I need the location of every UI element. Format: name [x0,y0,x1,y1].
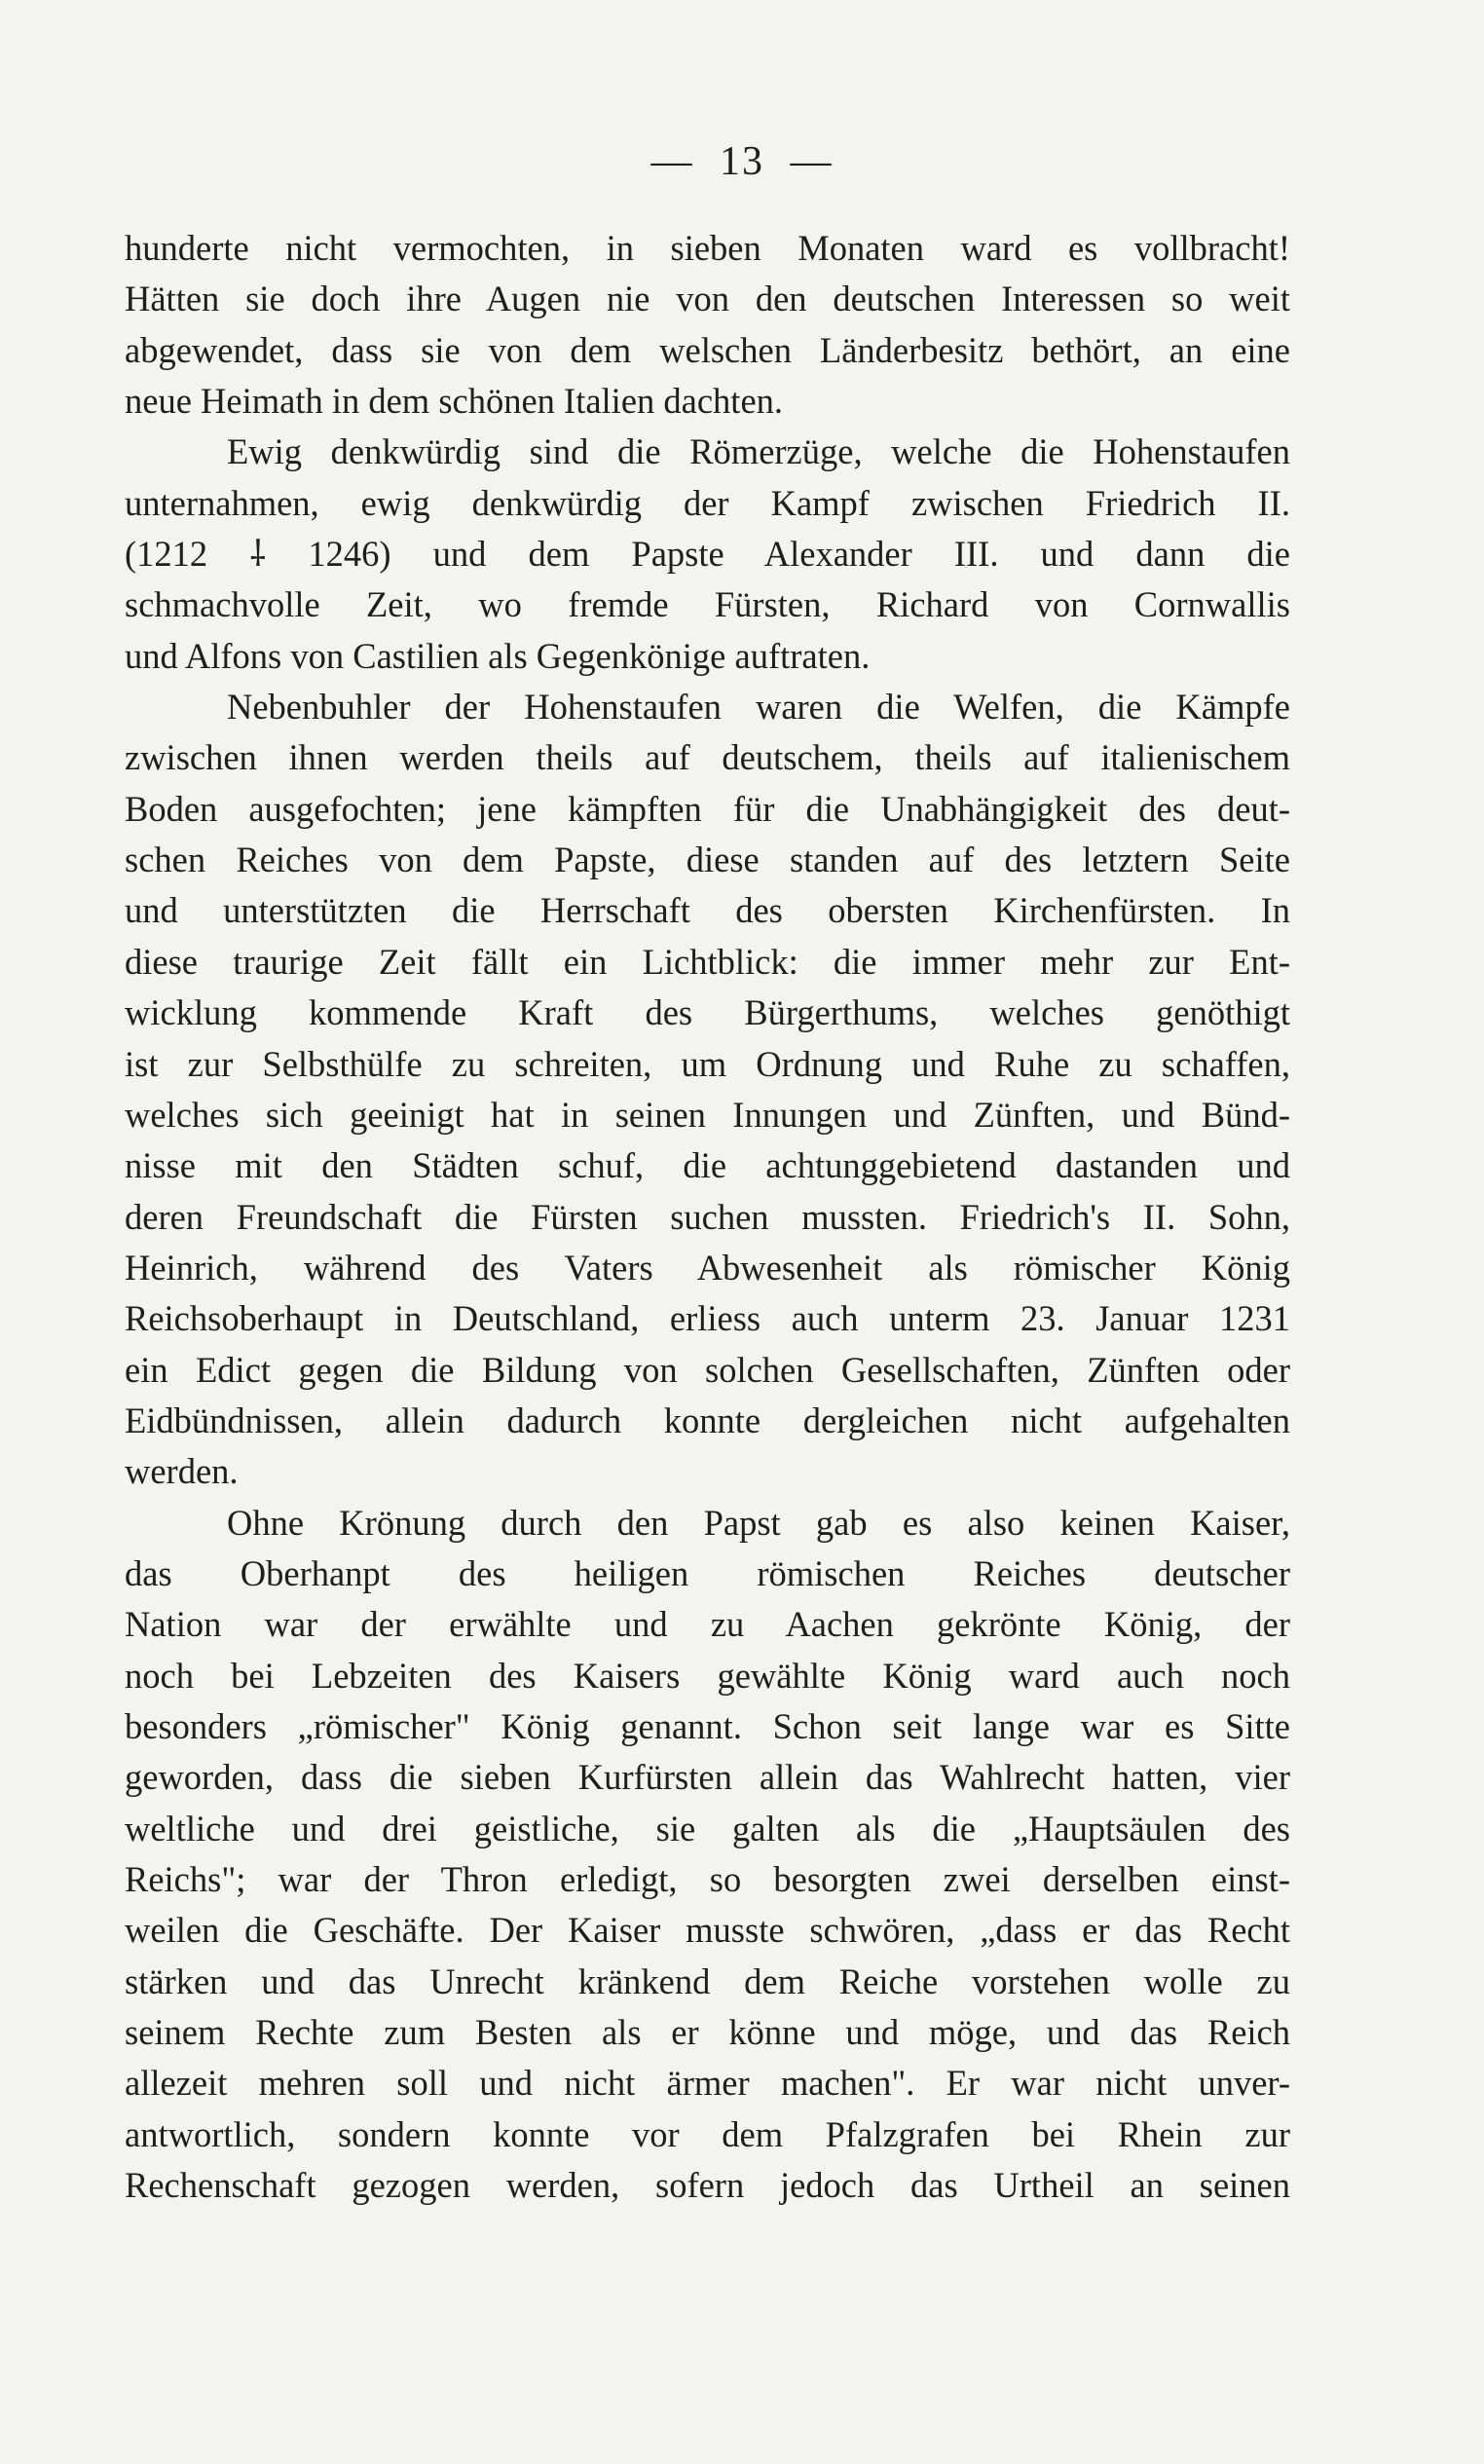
text-line: schmachvolle Zeit, wo fremde Fürsten, Richard von Cornwallis [125,584,1290,625]
text-line: Reichsoberhaupt in Deutschland, erliess auch unterm 23. Januar 1231 [125,1298,1290,1339]
text-line: (1212 ⸸ 1246) und dem Papste Alexander III. und dann die [125,534,1290,575]
text-line: allezeit mehren soll und nicht ärmer machen". Er war nicht unver- [125,2063,1290,2104]
text-line: seinem Rechte zum Besten als er könne und möge, und das Reich [125,2012,1290,2053]
text-line: schen Reiches von dem Papste, diese standen auf des letztern Seite [125,840,1290,880]
text-line: und unterstützten die Herrschaft des obersten Kirchenfürsten. In [125,890,1290,931]
text-line: stärken und das Unrecht kränkend dem Reiche vorstehen wolle zu [125,1960,1290,2001]
text-line: unternahmen, ewig denkwürdig der Kampf zwischen Friedrich II. [125,482,1290,523]
text-line: und Alfons von Castilien als Gegenkönige auftraten. [125,635,871,676]
body-text [125,223,1290,2211]
text-line: nisse mit den Städten schuf, die achtunggebietend dastanden und [125,1145,1290,1186]
text-line: weltliche und drei geistliche, sie galten als die „Hauptsäulen des [125,1808,1290,1848]
text-line: Hätten sie doch ihre Augen nie von den deutschen Interessen so weit [125,279,1290,319]
text-line: weilen die Geschäfte. Der Kaiser musste schwören, „dass er das Recht [125,1910,1290,1951]
text-line: Rechenschaft gezogen werden, sofern jedoch das Urtheil an seinen [125,2165,1290,2206]
text-line: Nation war der erwählte und zu Aachen gekrönte König, der [125,1604,1290,1645]
text-line: welches sich geeinigt hat in seinen Innungen und Zünften, und Bünd- [125,1094,1290,1135]
text-line: zwischen ihnen werden theils auf deutschem, theils auf italienischem [125,737,1290,778]
text-line: besonders „römischer" König genannt. Schon seit lange war es Sitte [125,1705,1290,1746]
text-line: wicklung kommende Kraft des Bürgerthums, welches genöthigt [125,992,1290,1033]
text-line: Ohne Krönung durch den Papst gab es also keinen Kaiser, [227,1502,1290,1543]
page-number-header: — 13 — [650,139,834,184]
text-line: abgewendet, dass sie von dem welschen Länderbesitz bethört, an eine [125,329,1290,370]
text-line: deren Freundschaft die Fürsten suchen mussten. Friedrich's II. Sohn, [125,1196,1290,1237]
text-line: Nebenbuhler der Hohenstaufen waren die Welfen, die Kämpfe [227,687,1290,728]
text-line: hunderte nicht vermochten, in sieben Monaten ward es vollbracht! [125,228,1290,268]
text-line: geworden, dass die sieben Kurfürsten allein das Wahlrecht hatten, vier [125,1757,1290,1798]
text-line: diese traurige Zeit fällt ein Lichtblick: die immer mehr zur Ent- [125,941,1290,982]
text-line: antwortlich, sondern konnte vor dem Pfalzgrafen bei Rhein zur [125,2113,1290,2154]
text-line: das Oberhanpt des heiligen römischen Reiches deutscher [125,1552,1290,1593]
text-line: Boden ausgefochten; jene kämpften für die Unabhängigkeit des deut- [125,788,1290,829]
text-line: ein Edict gegen die Bildung von solchen Gesellschaften, Zünften oder [125,1349,1290,1390]
text-line: Eidbündnissen, allein dadurch konnte dergleichen nicht aufgehalten [125,1400,1290,1440]
text-line: ist zur Selbsthülfe zu schreiten, um Ordnung und Ruhe zu schaffen, [125,1043,1290,1084]
text-line: neue Heimath in dem schönen Italien dachten. [125,381,784,422]
text-line: Reichs"; war der Thron erledigt, so besorgten zwei derselben einst- [125,1859,1290,1899]
text-line: noch bei Lebzeiten des Kaisers gewählte König ward auch noch [125,1655,1290,1696]
text-line: Ewig denkwürdig sind die Römerzüge, welche die Hohenstaufen [227,431,1290,472]
text-line: werden. [125,1451,239,1492]
text-line: Heinrich, während des Vaters Abwesenheit als römischer König [125,1247,1290,1288]
